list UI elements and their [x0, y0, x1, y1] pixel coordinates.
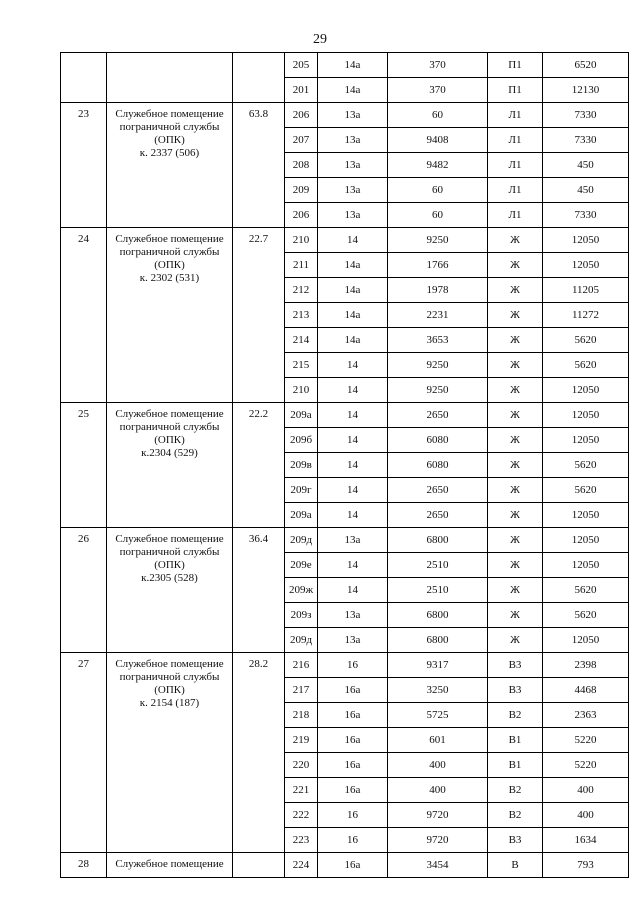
room-number-cell: 209а — [285, 503, 318, 528]
description-line: к. 2154 (187) — [139, 697, 200, 709]
price-cell: 12050 — [543, 428, 629, 453]
category-cell: Ж — [488, 478, 543, 503]
value-cell: 400 — [388, 753, 488, 778]
floor-cell: 13а — [318, 178, 388, 203]
floor-cell: 16а — [318, 728, 388, 753]
value-cell: 400 — [388, 778, 488, 803]
room-description-cell — [107, 853, 233, 878]
value-cell: 1978 — [388, 278, 488, 303]
category-cell: В2 — [488, 703, 543, 728]
floor-cell: 14 — [318, 578, 388, 603]
value-cell: 2231 — [388, 303, 488, 328]
description-line: к. 2302 (531) — [139, 272, 200, 284]
room-number-cell: 205 — [285, 53, 318, 78]
value-cell: 6080 — [388, 453, 488, 478]
category-cell: Ж — [488, 253, 543, 278]
price-cell: 1634 — [543, 828, 629, 853]
room-number-cell: 214 — [285, 328, 318, 353]
floor-cell: 14а — [318, 253, 388, 278]
value-cell: 1766 — [388, 253, 488, 278]
value-cell: 370 — [388, 53, 488, 78]
room-description-cell — [107, 103, 233, 228]
price-cell: 7330 — [543, 103, 629, 128]
price-cell: 12050 — [543, 553, 629, 578]
category-cell: В1 — [488, 753, 543, 778]
value-cell: 9250 — [388, 378, 488, 403]
price-cell: 400 — [543, 778, 629, 803]
floor-cell: 14а — [318, 53, 388, 78]
price-cell: 11272 — [543, 303, 629, 328]
price-cell: 12050 — [543, 378, 629, 403]
price-cell: 5620 — [543, 453, 629, 478]
price-cell: 2398 — [543, 653, 629, 678]
room-number-cell: 209д — [285, 628, 318, 653]
description-line: Служебное помещение — [115, 858, 224, 870]
floor-cell: 16а — [318, 703, 388, 728]
floor-cell: 14 — [318, 403, 388, 428]
floor-cell: 13а — [318, 128, 388, 153]
room-description-cell — [107, 653, 233, 853]
value-cell: 9720 — [388, 803, 488, 828]
price-cell: 400 — [543, 803, 629, 828]
price-cell: 7330 — [543, 203, 629, 228]
room-number-cell: 223 — [285, 828, 318, 853]
description-line: (ОПК) — [154, 434, 185, 446]
room-description-cell — [107, 228, 233, 403]
floor-cell: 13а — [318, 153, 388, 178]
room-number-cell: 221 — [285, 778, 318, 803]
room-number-cell: 209а — [285, 403, 318, 428]
room-number-cell: 201 — [285, 78, 318, 103]
item-number-cell: 23 — [61, 103, 107, 228]
price-cell: 12050 — [543, 503, 629, 528]
value-cell: 3454 — [388, 853, 488, 878]
description-line: (ОПК) — [154, 559, 185, 571]
price-cell: 12050 — [543, 253, 629, 278]
category-cell: В2 — [488, 778, 543, 803]
room-number-cell: 210 — [285, 228, 318, 253]
room-number-cell: 209з — [285, 603, 318, 628]
floor-cell: 16 — [318, 803, 388, 828]
category-cell: Ж — [488, 578, 543, 603]
floor-cell: 14а — [318, 328, 388, 353]
price-cell: 11205 — [543, 278, 629, 303]
price-cell: 5620 — [543, 328, 629, 353]
description-line: к.2305 (528) — [141, 572, 198, 584]
floor-cell: 14 — [318, 453, 388, 478]
floor-cell: 14а — [318, 278, 388, 303]
floor-cell: 16а — [318, 778, 388, 803]
floor-cell: 13а — [318, 603, 388, 628]
room-number-cell: 209е — [285, 553, 318, 578]
room-number-cell: 219 — [285, 728, 318, 753]
category-cell: Л1 — [488, 128, 543, 153]
price-cell: 450 — [543, 153, 629, 178]
room-number-cell: 209г — [285, 478, 318, 503]
table-row — [61, 228, 629, 253]
area-cell: 22.7 — [233, 228, 285, 403]
value-cell: 6800 — [388, 603, 488, 628]
category-cell: Ж — [488, 553, 543, 578]
price-cell: 5620 — [543, 478, 629, 503]
value-cell: 2510 — [388, 578, 488, 603]
page-number: 29 — [313, 32, 327, 47]
table-body — [61, 53, 629, 878]
item-number-cell: 25 — [61, 403, 107, 528]
value-cell: 2650 — [388, 403, 488, 428]
room-number-cell: 209ж — [285, 578, 318, 603]
category-cell: В2 — [488, 803, 543, 828]
value-cell: 60 — [388, 178, 488, 203]
room-allocation-table — [60, 52, 629, 878]
value-cell: 601 — [388, 728, 488, 753]
table-row — [61, 528, 629, 553]
table-row — [61, 403, 629, 428]
category-cell: Ж — [488, 528, 543, 553]
value-cell: 9250 — [388, 228, 488, 253]
room-description-cell — [107, 528, 233, 653]
floor-cell: 14а — [318, 78, 388, 103]
category-cell: Ж — [488, 628, 543, 653]
price-cell: 12050 — [543, 403, 629, 428]
category-cell: В3 — [488, 678, 543, 703]
room-number-cell: 211 — [285, 253, 318, 278]
description-line: пограничной службы — [119, 246, 220, 258]
value-cell: 2650 — [388, 503, 488, 528]
value-cell: 9482 — [388, 153, 488, 178]
price-cell: 5220 — [543, 728, 629, 753]
category-cell: В3 — [488, 653, 543, 678]
category-cell: Ж — [488, 403, 543, 428]
room-number-cell: 216 — [285, 653, 318, 678]
description-line: (ОПК) — [154, 134, 185, 146]
floor-cell: 13а — [318, 628, 388, 653]
description-line: Служебное помещение — [115, 533, 224, 545]
room-number-cell: 222 — [285, 803, 318, 828]
area-cell: 63.8 — [233, 103, 285, 228]
room-number-cell: 220 — [285, 753, 318, 778]
value-cell: 6800 — [388, 628, 488, 653]
category-cell: Л1 — [488, 203, 543, 228]
area-cell: 28.2 — [233, 653, 285, 853]
description-line: (ОПК) — [154, 684, 185, 696]
value-cell: 60 — [388, 203, 488, 228]
price-cell: 5220 — [543, 753, 629, 778]
item-number-cell — [61, 53, 107, 103]
room-description-cell — [107, 403, 233, 528]
value-cell: 60 — [388, 103, 488, 128]
room-number-cell: 207 — [285, 128, 318, 153]
value-cell: 2510 — [388, 553, 488, 578]
price-cell: 12130 — [543, 78, 629, 103]
floor-cell: 16 — [318, 828, 388, 853]
room-number-cell: 215 — [285, 353, 318, 378]
room-number-cell: 210 — [285, 378, 318, 403]
floor-cell: 14 — [318, 228, 388, 253]
value-cell: 6800 — [388, 528, 488, 553]
table-row — [61, 103, 629, 128]
floor-cell: 16а — [318, 753, 388, 778]
item-number-cell: 27 — [61, 653, 107, 853]
floor-cell: 14 — [318, 353, 388, 378]
floor-cell: 16а — [318, 853, 388, 878]
description-line: Служебное помещение — [115, 108, 224, 120]
description-line: пограничной службы — [119, 121, 220, 133]
area-cell: 36.4 — [233, 528, 285, 653]
floor-cell: 14 — [318, 428, 388, 453]
floor-cell: 16а — [318, 678, 388, 703]
floor-cell: 14 — [318, 478, 388, 503]
price-cell: 12050 — [543, 228, 629, 253]
description-line: пограничной службы — [119, 421, 220, 433]
room-number-cell: 209б — [285, 428, 318, 453]
room-description-cell — [107, 53, 233, 103]
floor-cell: 14а — [318, 303, 388, 328]
value-cell: 9250 — [388, 353, 488, 378]
value-cell: 5725 — [388, 703, 488, 728]
price-cell: 5620 — [543, 578, 629, 603]
value-cell: 2650 — [388, 478, 488, 503]
category-cell: Ж — [488, 378, 543, 403]
category-cell: В — [488, 853, 543, 878]
description-line: к. 2337 (506) — [139, 147, 200, 159]
description-line: Служебное помещение — [115, 233, 224, 245]
category-cell: Ж — [488, 328, 543, 353]
floor-cell: 14 — [318, 378, 388, 403]
value-cell: 3653 — [388, 328, 488, 353]
item-number-cell: 26 — [61, 528, 107, 653]
category-cell: Ж — [488, 453, 543, 478]
table-row — [61, 53, 629, 78]
area-cell — [233, 53, 285, 103]
floor-cell: 16 — [318, 653, 388, 678]
room-number-cell: 224 — [285, 853, 318, 878]
category-cell: Ж — [488, 503, 543, 528]
room-number-cell: 206 — [285, 103, 318, 128]
value-cell: 3250 — [388, 678, 488, 703]
description-line: к.2304 (529) — [141, 447, 198, 459]
category-cell: В1 — [488, 728, 543, 753]
category-cell: Ж — [488, 428, 543, 453]
item-number-cell: 28 — [61, 853, 107, 878]
floor-cell: 13а — [318, 528, 388, 553]
price-cell: 450 — [543, 178, 629, 203]
price-cell: 2363 — [543, 703, 629, 728]
category-cell: Ж — [488, 228, 543, 253]
price-cell: 793 — [543, 853, 629, 878]
price-cell: 6520 — [543, 53, 629, 78]
description-line: (ОПК) — [154, 259, 185, 271]
category-cell: Ж — [488, 353, 543, 378]
room-number-cell: 213 — [285, 303, 318, 328]
room-number-cell: 218 — [285, 703, 318, 728]
price-cell: 7330 — [543, 128, 629, 153]
category-cell: Ж — [488, 278, 543, 303]
value-cell: 9408 — [388, 128, 488, 153]
value-cell: 9317 — [388, 653, 488, 678]
price-cell: 4468 — [543, 678, 629, 703]
category-cell: Ж — [488, 303, 543, 328]
floor-cell: 14 — [318, 503, 388, 528]
price-cell: 12050 — [543, 628, 629, 653]
price-cell: 5620 — [543, 353, 629, 378]
description-line: Служебное помещение — [115, 658, 224, 670]
room-number-cell: 208 — [285, 153, 318, 178]
price-cell: 5620 — [543, 603, 629, 628]
room-number-cell: 209 — [285, 178, 318, 203]
floor-cell: 13а — [318, 203, 388, 228]
category-cell: Л1 — [488, 153, 543, 178]
area-cell — [233, 853, 285, 878]
category-cell: П1 — [488, 78, 543, 103]
room-number-cell: 212 — [285, 278, 318, 303]
item-number-cell: 24 — [61, 228, 107, 403]
room-number-cell: 209д — [285, 528, 318, 553]
description-line: Служебное помещение — [115, 408, 224, 420]
category-cell: Л1 — [488, 178, 543, 203]
table-row — [61, 853, 629, 878]
room-number-cell: 206 — [285, 203, 318, 228]
value-cell: 370 — [388, 78, 488, 103]
category-cell: Л1 — [488, 103, 543, 128]
table-row — [61, 653, 629, 678]
category-cell: Ж — [488, 603, 543, 628]
room-number-cell: 209в — [285, 453, 318, 478]
floor-cell: 14 — [318, 553, 388, 578]
value-cell: 6080 — [388, 428, 488, 453]
area-cell: 22.2 — [233, 403, 285, 528]
description-line: пограничной службы — [119, 546, 220, 558]
description-line: пограничной службы — [119, 671, 220, 683]
room-number-cell: 217 — [285, 678, 318, 703]
category-cell: В3 — [488, 828, 543, 853]
price-cell: 12050 — [543, 528, 629, 553]
category-cell: П1 — [488, 53, 543, 78]
value-cell: 9720 — [388, 828, 488, 853]
floor-cell: 13а — [318, 103, 388, 128]
